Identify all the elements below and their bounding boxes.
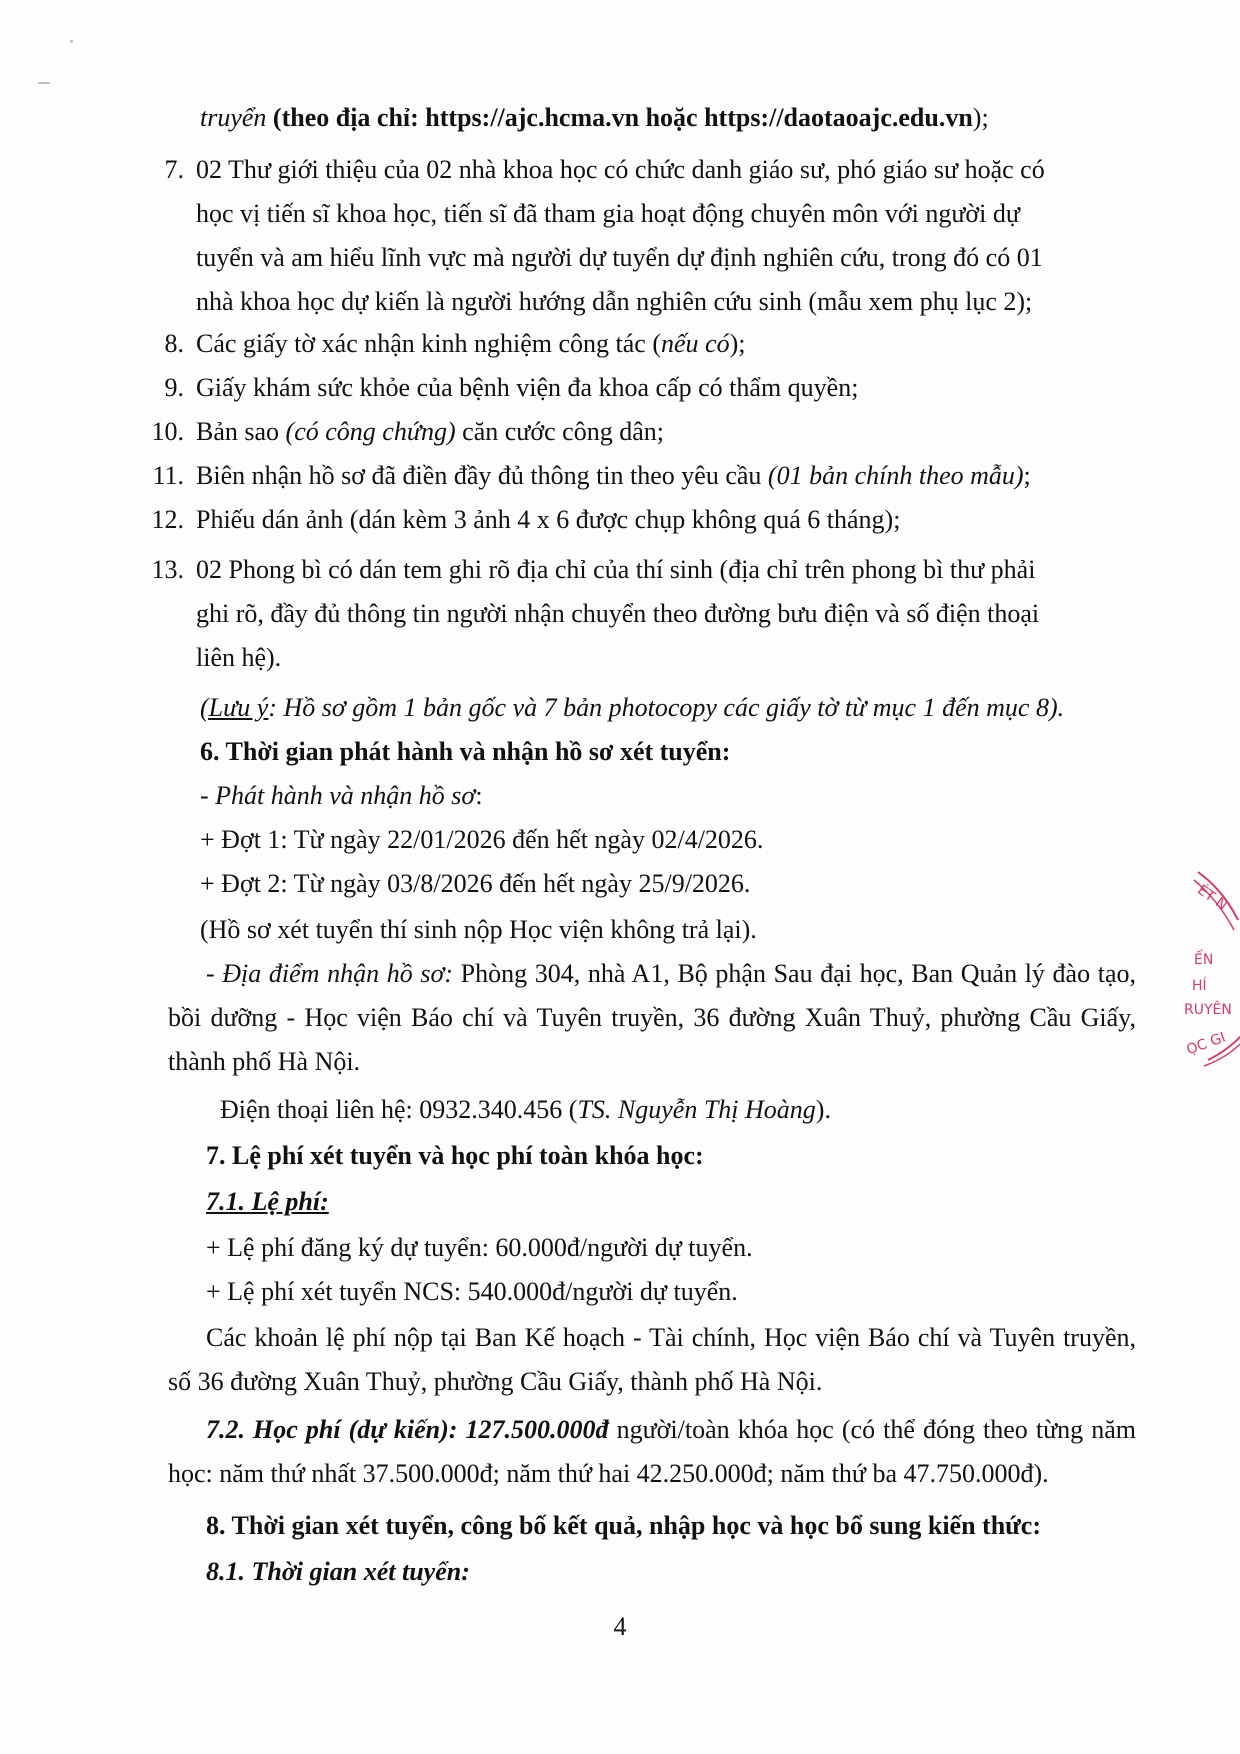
list-number: 10. [151,417,184,446]
section-7-heading: 7. Lệ phí xét tuyển và học phí toàn khóa học: [206,1141,704,1170]
list-number: 9. [164,373,184,402]
round-2: + Đợt 2: Từ ngày 03/8/2026 đến hết ngày 25/9/2026. [200,869,751,898]
scan-speck [70,40,73,43]
list-number: 12. [151,505,184,534]
address-line: truyển (theo địa chỉ: https://ajc.hcma.vn hoặc https://daotaoajc.edu.vn); [200,103,989,132]
admission-fee: + Lệ phí xét tuyển NCS: 540.000đ/người dự tuyển. [206,1277,738,1306]
stamp-text: HÍ [1192,978,1207,994]
registration-fee: + Lệ phí đăng ký dự tuyển: 60.000đ/người dự tuyển. [206,1233,753,1262]
no-return-note: (Hồ sơ xét tuyển thí sinh nộp Học viện không trả lại). [200,915,757,944]
list-item-11: Biên nhận hồ sơ đã điền đầy đủ thông tin theo yêu cầu (01 bản chính theo mẫu); [196,461,1031,490]
section-6-heading: 6. Thời gian phát hành và nhận hồ sơ xét tuyển: [200,737,731,766]
list-number: 7. [164,155,184,184]
list-number: 11. [152,461,184,490]
section-7-1-heading: 7.1. Lệ phí: [206,1187,329,1216]
section-8-1-heading: 8.1. Thời gian xét tuyển: [206,1557,470,1586]
stamp-text: ỌC GI [1184,1029,1228,1059]
section-6-sub: - Phát hành và nhận hồ sơ: [200,781,483,810]
submission-place: - Địa điểm nhận hồ sơ: Phòng 304, nhà A1, Bộ phận Sau đại học, Ban Quản lý đào tạo, bồi dưỡng - Học viện Báo chí và Tuyên truyền, 36 đường Xuân Thuỷ, phường Cầu Giấy, thành phố Hà Nội. [168,959,1136,1076]
section-8-heading: 8. Thời gian xét tuyển, công bố kết quả, nhập học và học bổ sung kiến thức: [206,1511,1041,1540]
stamp-text: ÉT N [1194,882,1230,914]
list-number: 8. [164,329,184,358]
fee-payment-place: Các khoản lệ phí nộp tại Ban Kế hoạch - Tài chính, Học viện Báo chí và Tuyên truyền, số 36 đường Xuân Thuỷ, phường Cầu Giấy, thành phố Hà Nội. [168,1323,1136,1396]
list-item-10: Bản sao (có công chứng) căn cước công dân; [196,417,664,446]
list-number: 13. [151,555,184,584]
list-item-8: Các giấy tờ xác nhận kinh nghiệm công tác (nếu có); [196,329,746,358]
stamp-text: ẾN [1194,952,1214,968]
contact-phone: Điện thoại liên hệ: 0932.340.456 (TS. Nguyễn Thị Hoàng). [220,1095,831,1124]
list-item-13: 02 Phong bì có dán tem ghi rõ địa chỉ của thí sinh (địa chỉ trên phong bì thư phải ghi rõ, đầy đủ thông tin người nhận chuyển theo đường bưu điện và số điện thoại liên hệ). [196,555,1040,672]
stamp-fragment [1168,860,1240,1090]
round-1: + Đợt 1: Từ ngày 22/01/2026 đến hết ngày 02/4/2026. [200,825,764,854]
scan-speck [38,82,50,84]
note: (Lưu ý: Hồ sơ gồm 1 bản gốc và 7 bản photocopy các giấy tờ từ mục 1 đến mục 8). [200,693,1065,722]
tuition: 7.2. Học phí (dự kiến): 127.500.000đ người/toàn khóa học (có thể đóng theo từng năm học: năm thứ nhất 37.500.000đ; năm thứ hai 42.250.000đ; năm thứ ba 47.750.000đ). [168,1415,1137,1488]
stamp-text: RUYÊN [1184,1002,1232,1018]
list-item-12: Phiếu dán ảnh (dán kèm 3 ảnh 4 x 6 được chụp không quá 6 tháng); [196,505,901,534]
page-number: 4 [613,1612,627,1641]
list-item-7: 02 Thư giới thiệu của 02 nhà khoa học có chức danh giáo sư, phó giáo sư hoặc có học vị tiến sĩ khoa học, tiến sĩ đã tham gia hoạt động chuyên môn với người dự tuyển và am hiểu lĩnh vực mà người dự tuyển dự định nghiên cứu, trong đó có 01 nhà khoa học dự kiến là người hướng dẫn nghiên cứu sinh (mẫu xem phụ lục 2); [196,155,1045,316]
list-item-9: Giấy khám sức khỏe của bệnh viện đa khoa cấp có thẩm quyền; [196,373,859,402]
